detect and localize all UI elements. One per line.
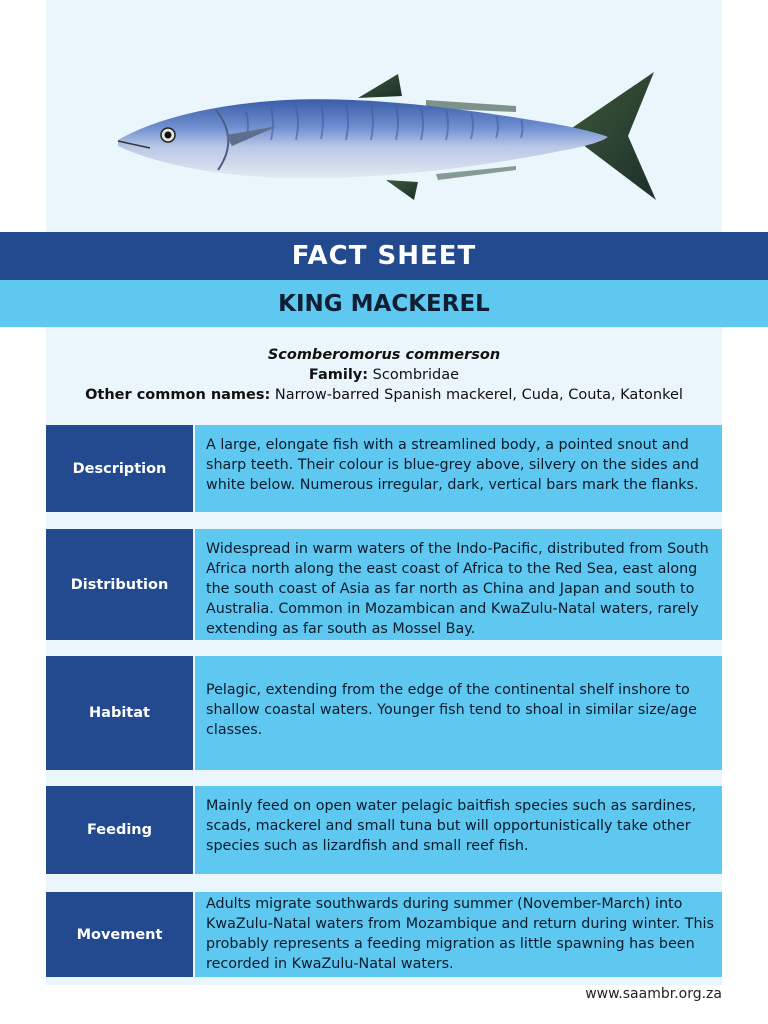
section-description [46,425,722,512]
scientific-name: Scomberomorus commerson [267,347,501,363]
section-text: Adults migrate southwards during summer (November-March) into KwaZulu-Natal waters from Mozambique and return during winter. This probably represents a feeding migration as little spawning has been recorded in KwaZulu-Natal waters. [195,892,722,977]
common-names-label: Other common names: [85,387,271,403]
section-distribution [46,529,722,640]
section-label: Feeding [46,786,195,874]
family-value: Scombridae [372,367,460,383]
section-text: Pelagic, extending from the edge of the continental shelf inshore to shallow coastal waters. Younger fish tend to shoal in similar size/age classes. [195,656,722,770]
fact-sheet-title: FACT SHEET [291,241,477,271]
section-text: A large, elongate fish with a streamlined body, a pointed snout and sharp teeth. Their colour is blue-grey above, silvery on the sides and white below. Numerous irregular, dark, vertical bars mark the flanks. [195,425,722,512]
section-text: Widespread in warm waters of the Indo-Pacific, distributed from South Africa north along the east coast of Africa to the Red Sea, east along the south coast of Asia as far north as China and Japan and south to Australia. Common in Mozambican and KwaZulu-Natal waters, rarely extending as far south as Mossel Bay. [195,529,722,640]
fish-illustration [46,0,722,232]
section-label: Distribution [46,529,195,640]
section-habitat [46,656,722,770]
taxonomy-block [46,345,722,405]
section-label: Movement [46,892,195,977]
section-movement [46,892,722,977]
section-text: Mainly feed on open water pelagic baitfish species such as sardines, scads, mackerel and small tuna but will opportunistically take other species such as lizardfish and small reef fish. [195,786,722,874]
species-banner [0,280,768,327]
fact-sheet-banner [0,232,768,280]
species-title: KING MACKEREL [278,290,490,317]
common-names-value: Narrow-barred Spanish mackerel, Cuda, Couta, Katonkel [274,387,683,403]
section-label: Description [46,425,195,512]
section-feeding [46,786,722,874]
website-url: www.saambr.org.za [585,986,722,1002]
section-label: Habitat [46,656,195,770]
family-label: Family: [308,367,369,383]
